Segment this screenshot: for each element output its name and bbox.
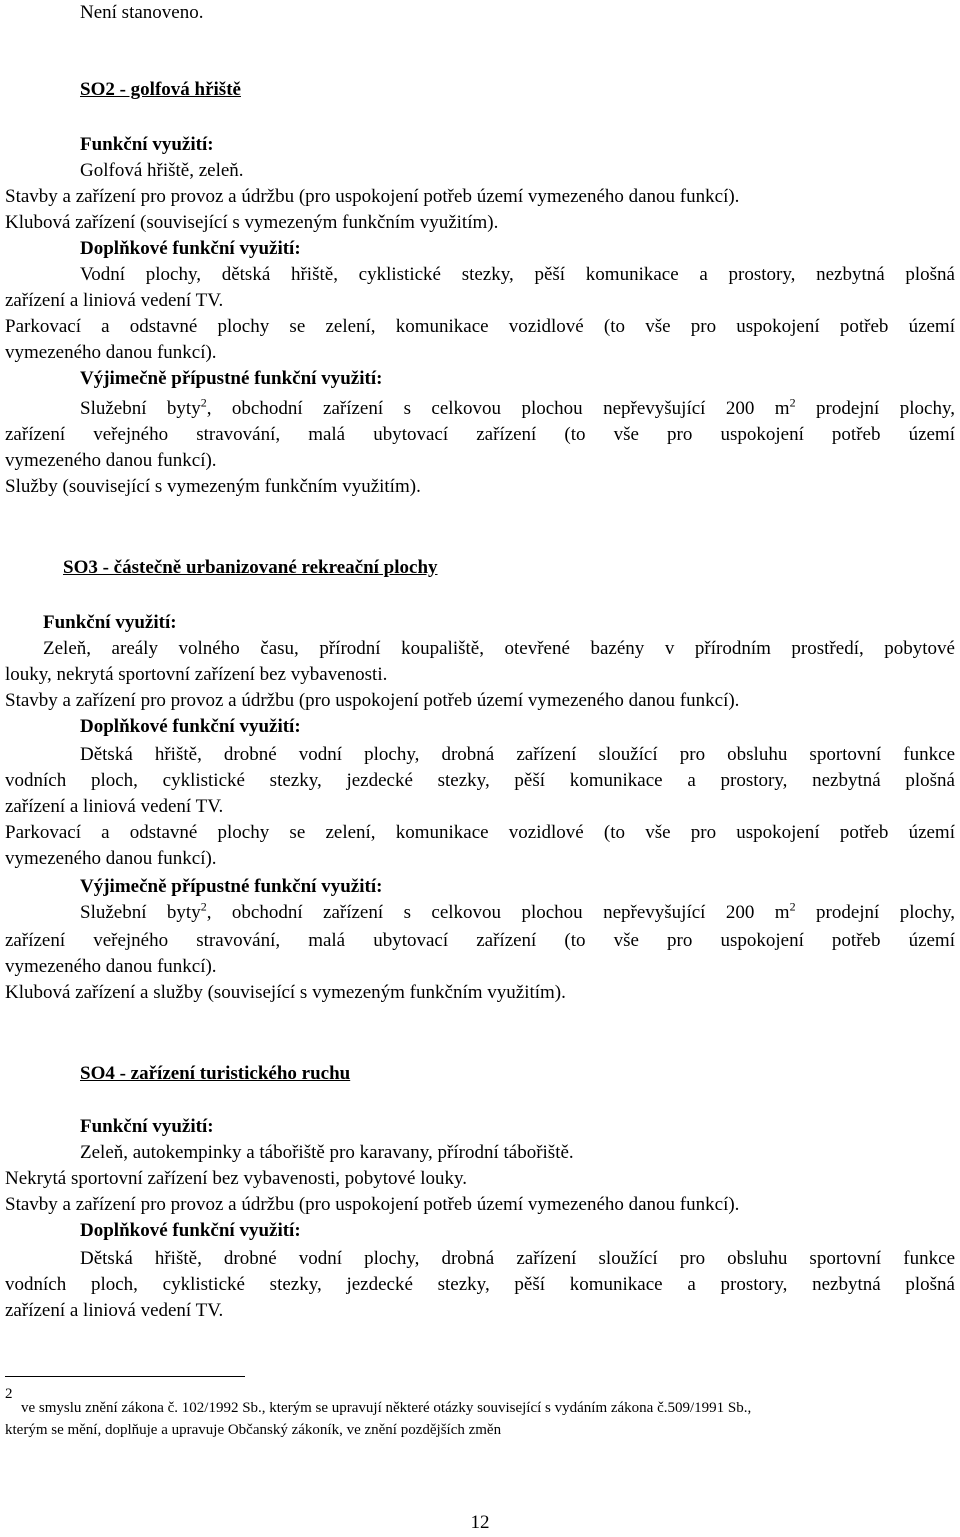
so3-vyj-line: vymezeného danou funkcí). <box>5 956 217 977</box>
so4-dop-line: Dětská hřiště, drobné vodní plochy, drobná zařízení sloužící pro obsluhu sportovní funkce <box>80 1248 955 1269</box>
so4-fv-label: Funkční využití: <box>80 1116 214 1137</box>
so2-vyj-label: Výjimečně přípustné funkční využití: <box>80 368 383 389</box>
so4-dop-label: Doplňkové funkční využití: <box>80 1220 301 1241</box>
so2-vyj-line: Služební byty$^2$, obchodní zařízení s celkovou plochou nepřevyšující 200 $m^2$ prodejní plochy, <box>80 395 955 419</box>
so3-vyj-line: Klubová zařízení a služby (související s vymezeným funkčním využitím). <box>5 982 566 1003</box>
so3-heading: SO3 - částečně urbanizované rekreační plochy <box>63 557 438 578</box>
so3-fv-line: Zeleň, areály volného času, přírodní koupaliště, otevřené bazény v přírodním prostředí, pobytové <box>43 638 955 659</box>
so2-vyj-line: Služby (související s vymezeným funkčním využitím). <box>5 476 421 497</box>
so3-dop-line: zařízení a liniová vedení TV. <box>5 796 224 817</box>
so2-dop-line: vymezeného danou funkcí). <box>5 342 217 363</box>
so4-heading: SO4 - zařízení turistického ruchu <box>80 1063 351 1084</box>
so3-dop-line: vodních ploch, cyklistické stezky, jezdecké stezky, pěší komunikace a prostory, nezbytná plošná <box>5 770 955 791</box>
so3-vyj-label: Výjimečně přípustné funkční využití: <box>80 876 383 897</box>
so4-fv-line: Nekrytá sportovní zařízení bez vybavenosti, pobytové louky. <box>5 1168 468 1189</box>
intro-text: Není stanoveno. <box>80 2 204 23</box>
so3-fv-line: louky, nekrytá sportovní zařízení bez vybavenosti. <box>5 664 388 685</box>
so3-vyj-line: zařízení veřejného stravování, malá ubytovací zařízení (to vše pro uspokojení potřeb území <box>5 930 955 951</box>
so2-vyj-line: zařízení veřejného stravování, malá ubytovací zařízení (to vše pro uspokojení potřeb území <box>5 424 955 445</box>
so4-dop-line: zařízení a liniová vedení TV. <box>5 1300 224 1321</box>
so3-dop-label: Doplňkové funkční využití: <box>80 716 301 737</box>
so2-fv-line: Klubová zařízení (související s vymezeným funkčním využitím). <box>5 212 499 233</box>
footnote-mark: 2 <box>5 1386 13 1402</box>
so3-fv-line: Stavby a zařízení pro provoz a údržbu (pro uspokojení potřeb území vymezeného danou funkcí). <box>5 690 740 711</box>
so4-dop-line: vodních ploch, cyklistické stezky, jezdecké stezky, pěší komunikace a prostory, nezbytná plošná <box>5 1274 955 1295</box>
page-number: 12 <box>470 1512 490 1533</box>
so2-fv-label: Funkční využití: <box>80 134 214 155</box>
footnote-separator <box>5 1376 245 1377</box>
so2-fv-line: Stavby a zařízení pro provoz a údržbu (pro uspokojení potřeb území vymezeného danou funkcí). <box>5 186 740 207</box>
so3-fv-label: Funkční využití: <box>43 612 177 633</box>
so3-vyj-line: Služební byty$^2$, obchodní zařízení s celkovou plochou nepřevyšující 200 $m^2$ prodejní plochy, <box>80 899 955 923</box>
footnote-line: ve smyslu znění zákona č. 102/1992 Sb., kterým se upravují některé otázky související s vydáním zákona č.509/1991 Sb., <box>21 1400 752 1416</box>
so4-fv-line: Stavby a zařízení pro provoz a údržbu (pro uspokojení potřeb území vymezeného danou funkcí). <box>5 1194 740 1215</box>
so3-dop-line: Parkovací a odstavné plochy se zelení, komunikace vozidlové (to vše pro uspokojení potřeb území <box>5 822 955 843</box>
so2-heading: SO2 - golfová hřiště <box>80 79 241 100</box>
so2-dop-line: zařízení a liniová vedení TV. <box>5 290 224 311</box>
so2-dop-label: Doplňkové funkční využití: <box>80 238 301 259</box>
so3-dop-line: vymezeného danou funkcí). <box>5 848 217 869</box>
footnote-line: kterým se mění, doplňuje a upravuje Občanský zákoník, ve znění pozdějších změn <box>5 1422 502 1438</box>
so2-dop-line: Parkovací a odstavné plochy se zelení, komunikace vozidlové (to vše pro uspokojení potřeb území <box>5 316 955 337</box>
so3-dop-line: Dětská hřiště, drobné vodní plochy, drobná zařízení sloužící pro obsluhu sportovní funkce <box>80 744 955 765</box>
so2-vyj-line: vymezeného danou funkcí). <box>5 450 217 471</box>
so2-dop-line: Vodní plochy, dětská hřiště, cyklistické stezky, pěší komunikace a prostory, nezbytná plošná <box>80 264 955 285</box>
so2-fv-line: Golfová hřiště, zeleň. <box>80 160 244 181</box>
so4-fv-line: Zeleň, autokempinky a tábořiště pro karavany, přírodní tábořiště. <box>80 1142 574 1163</box>
